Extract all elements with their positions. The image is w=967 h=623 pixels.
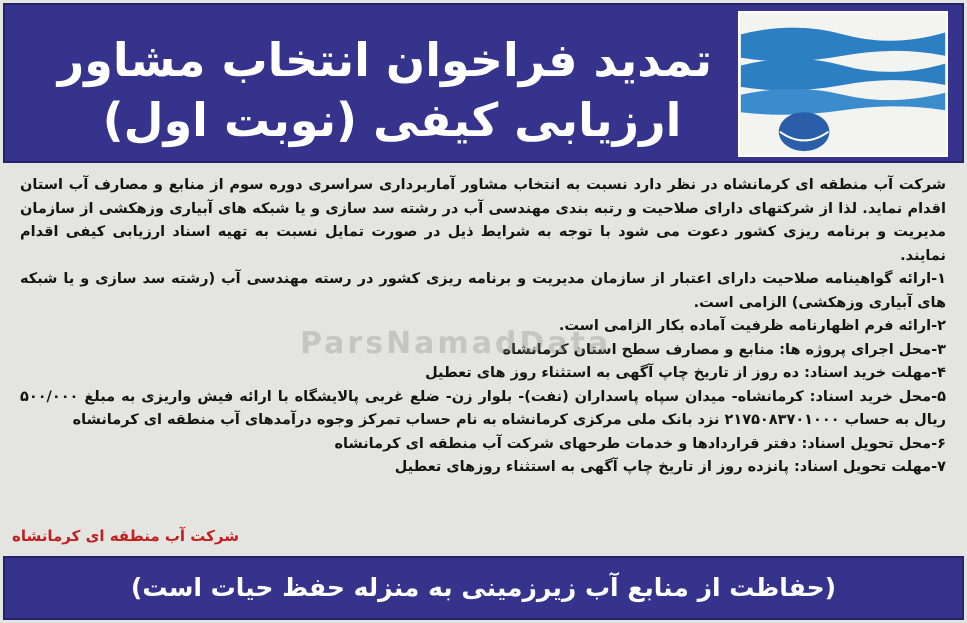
water-waves-logo-icon: [738, 11, 948, 157]
footer-slogan: (حفاظت از منابع آب زیرزمینی به منزله حفظ حیات است): [130, 573, 837, 602]
condition-item-7: ۷-مهلت تحویل اسناد: پانزده روز از تاریخ چاپ آگهی به استثناء روزهای تعطیل: [394, 459, 946, 475]
header-banner: [3, 3, 964, 163]
intro-paragraph: شرکت آب منطقه ای کرمانشاه در نظر دارد نسبت به انتخاب مشاور آماربرداری سراسری دوره سوم از منابع و مصارف آب استان اقدام نماید. لذا از شرکتهای دارای صلاحیت و رتبه بندی مهندسی آب در رشته سد سازی و یا شبکه های آبیاری وزهکشی از سازمان مدیریت و برنامه ریزی کشور دعوت می شود با توجه به شرایط ذیل در صورت تمایل نسبت به تهیه اسناد ارزیابی کیفی اقدام نمایند.: [20, 177, 946, 264]
condition-item-3: ۳-محل اجرای پروژه ها: منابع و مصارف سطح استان کرمانشاه: [502, 341, 946, 358]
watermark: ParsNamadData: [300, 326, 612, 361]
advertisement-body: [8, 168, 958, 558]
condition-item-6: ۶-محل تحویل اسناد: دفتر قراردادها و خدمات طرحهای شرکت آب منطقه ای کرمانشاه: [334, 435, 946, 452]
title-line-1: تمدید فراخوان انتخاب مشاور: [57, 33, 712, 87]
condition-item-5: ۵-محل خرید اسناد: کرمانشاه- میدان سپاه پاسداران (نفت)- بلوار زن- ضلع غربی پالایشگاه با ارائه فیش واریزی به مبلغ ۵۰۰/۰۰۰ ریال به حساب ۲۱۷۵۰۸۳۷۰۱۰۰۰ نزد بانک ملی مرکزی کرمانشاه به نام حساب تمرکز وجوه درآمدهای آب منطقه ای کرمانشاه: [20, 388, 946, 428]
company-signature: شرکت آب منطقه ای کرمانشاه: [12, 527, 239, 545]
condition-item-1: ۱-ارائه گواهینامه صلاحیت دارای اعتبار از سازمان مدیریت و برنامه ریزی کشور در رسته مهندسی آب (رشته سد سازی و یا شبکه های آبیاری وزهکشی) الزامی است.: [20, 271, 946, 311]
condition-item-4: ۴-مهلت خرید اسناد: ده روز از تاریخ چاپ آگهی به استثناء روز های تعطیل: [425, 365, 946, 381]
condition-item-2: ۲-ارائه فرم اظهارنامه ظرفیت آماده بکار الزامی است.: [558, 318, 946, 334]
title-line-2: ارزیابی کیفی (نوبت اول): [102, 93, 682, 147]
footer-banner: [3, 556, 964, 620]
